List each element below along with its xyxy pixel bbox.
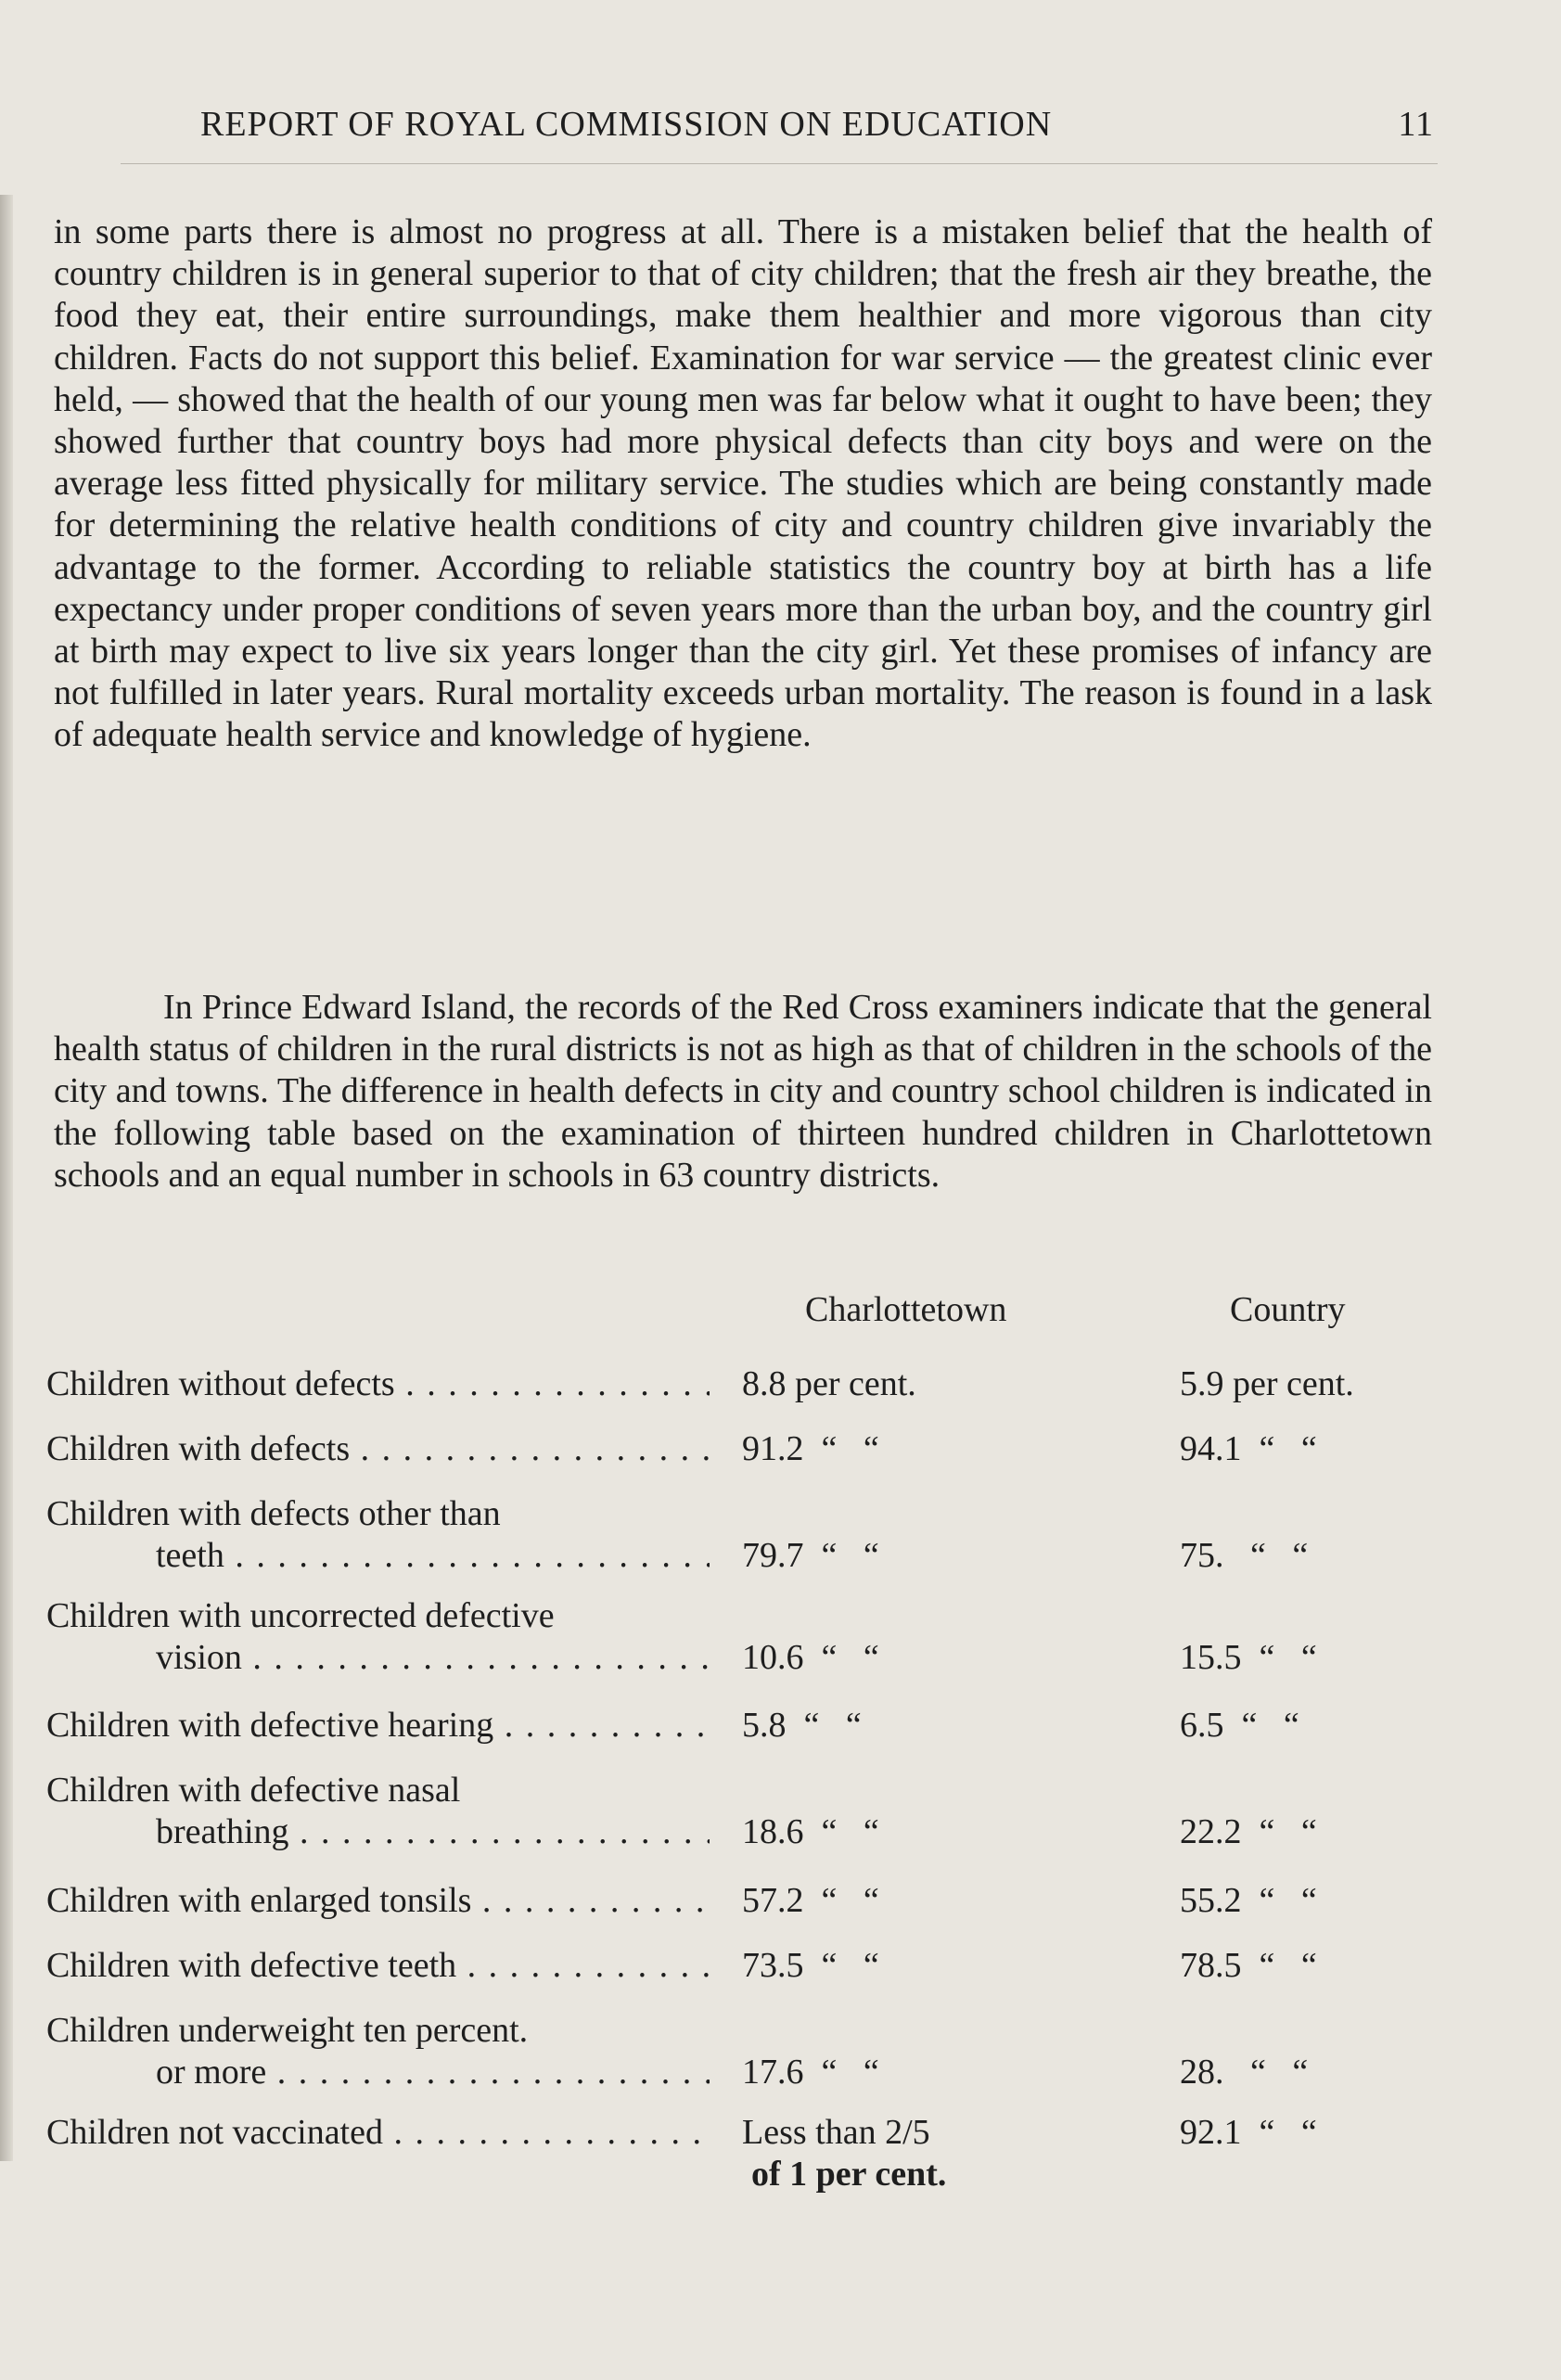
row-label-line-2: breathing . . . xyxy=(46,1811,710,1853)
row-label xyxy=(46,1363,710,1405)
row-label-line-2: vision . . . xyxy=(46,1637,710,1679)
row-label-line-1: Children with defects . . . xyxy=(46,1428,710,1470)
country-value: 22.2 “ “ xyxy=(1180,1812,1317,1851)
country-value: 78.5 “ “ xyxy=(1180,1946,1317,1985)
row-label-line-2: or more . . . xyxy=(46,2052,710,2093)
country-value: 6.5 “ “ xyxy=(1180,1706,1299,1745)
row-label xyxy=(46,1595,710,1679)
page-edge-shadow xyxy=(0,195,13,2161)
row-label-line-1: Children not vaccinated . . . xyxy=(46,2112,710,2154)
row-label xyxy=(46,2112,710,2154)
country-value: 75. “ “ xyxy=(1180,1536,1309,1575)
charlottetown-value: 10.6 “ “ xyxy=(742,1638,879,1677)
row-label-line-1: Children with defective teeth . . . xyxy=(46,1945,710,1987)
row-label xyxy=(46,1880,710,1922)
row-label-line-1: Children without defects . . . xyxy=(46,1363,710,1405)
header-title: REPORT OF ROYAL COMMISSION ON EDUCATION xyxy=(200,105,1053,144)
charlottetown-value: 17.6 “ “ xyxy=(742,2053,879,2092)
page-number: 11 xyxy=(1398,105,1434,144)
charlottetown-value: 8.8 per cent. xyxy=(742,1364,916,1403)
charlottetown-value: 18.6 “ “ xyxy=(742,1812,879,1851)
header-rule xyxy=(121,163,1438,164)
charlottetown-value: 91.2 “ “ xyxy=(742,1429,879,1468)
running-header xyxy=(200,104,1434,145)
country-value: 15.5 “ “ xyxy=(1180,1638,1317,1677)
row-label-line-1: Children with enlarged tonsils . . . xyxy=(46,1880,710,1922)
country-value: 5.9 per cent. xyxy=(1180,1364,1354,1403)
charlottetown-value-line-2: of 1 per cent. xyxy=(751,2155,947,2194)
charlottetown-value: 73.5 “ “ xyxy=(742,1946,879,1985)
column-header-country: Country xyxy=(1230,1290,1346,1329)
row-label xyxy=(46,1770,710,1853)
charlottetown-value-line-1: Less than 2/5 xyxy=(742,2113,930,2152)
row-label-line-2: teeth . . . xyxy=(46,1535,710,1577)
country-value: 92.1 “ “ xyxy=(1180,2113,1317,2152)
country-value: 94.1 “ “ xyxy=(1180,1429,1317,1468)
row-label xyxy=(46,1705,710,1747)
row-label-line-1: Children with defects other than xyxy=(46,1494,501,1533)
column-header-charlottetown: Charlottetown xyxy=(805,1290,1007,1329)
row-label xyxy=(46,1493,710,1577)
charlottetown-value: 79.7 “ “ xyxy=(742,1536,879,1575)
charlottetown-value: 57.2 “ “ xyxy=(742,1881,879,1920)
row-label-line-1: Children underweight ten percent. xyxy=(46,2011,529,2050)
row-label-line-1: Children with uncorrected defective xyxy=(46,1596,555,1635)
row-label xyxy=(46,2010,710,2093)
row-label xyxy=(46,1945,710,1987)
row-label xyxy=(46,1428,710,1470)
row-label-line-1: Children with defective hearing . . . xyxy=(46,1705,710,1747)
charlottetown-value xyxy=(742,2112,1076,2195)
country-value: 55.2 “ “ xyxy=(1180,1881,1317,1920)
country-value: 28. “ “ xyxy=(1180,2053,1309,2092)
paragraph-1: in some parts there is almost no progress at all. There is a mistaken belief that the health of country children is in general superior to that of city children; that the fresh air they breathe, the food they eat, their entire surroundings, make them healthier and more vigorous than city children. Facts do not support this belief. Examination for war service — the greatest clinic ever held, — showed that the health of our young men was far below what it ought to have been; they showed further that country boys had more physical defects than city boys and were on the average less fitted physically for military service. The studies which are being constantly made for determining the relative health conditions of city and country children give invariably the advantage to the former. According to reliable statistics the country boy at birth has a life expectancy under proper conditions of seven years more than the urban boy, and the country girl at birth may expect to live six years longer than the city girl. Yet these promises of infancy are not fulfilled in later years. Rural mortality exceeds urban mortality. The reason is found in a lask of adequate health service and knowledge of hygiene. xyxy=(54,212,1432,755)
charlottetown-value: 5.8 “ “ xyxy=(742,1706,862,1745)
paragraph-2: In Prince Edward Island, the records of the Red Cross examiners indicate that the general health status of children in the rural districts is not as high as that of children in the schools of the city and towns. The difference in health defects in city and country school children is indicated in the following table based on the examination of thirteen hundred children in Charlottetown schools and an equal number in schools in 63 country districts. xyxy=(54,988,1432,1195)
row-label-line-1: Children with defective nasal xyxy=(46,1771,461,1810)
